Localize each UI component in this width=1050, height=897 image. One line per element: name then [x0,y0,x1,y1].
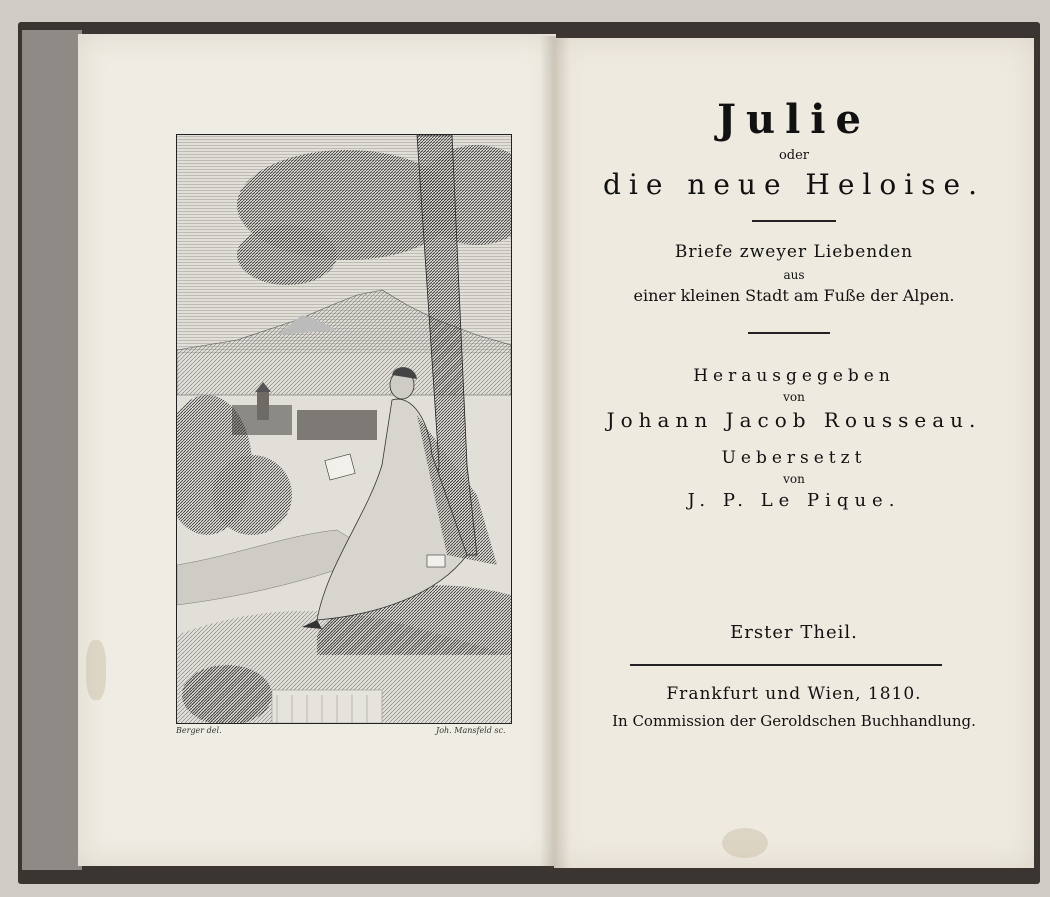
description-line-2: einer kleinen Stadt am Fuße der Alpen. [633,286,955,305]
imprint-rule [630,664,942,666]
paper-stain [722,828,768,858]
translator-von: von [783,472,805,486]
translator-label: Uebersetzt [721,448,867,468]
author-name: Johann Jacob Rousseau. [606,408,982,432]
book-subtitle: die neue Heloise. [602,168,986,201]
book-title: Julie [717,96,871,143]
description-line-1: Briefe zweyer Liebenden [674,242,914,262]
title-rule [752,220,836,222]
imprint-place: Frankfurt und Wien, 1810. [666,684,922,704]
title-connector: oder [778,148,810,163]
marbled-board-edge [22,30,82,870]
frontispiece-engraving [176,134,512,724]
description-aus: aus [783,268,805,282]
engraving-illustration [177,135,511,723]
description-rule [748,332,830,334]
engraving-caption-engraver: Joh. Mansfeld sc. [436,726,506,735]
editor-label: Herausgegeben [693,366,895,386]
engraving-caption-designer: Berger del. [176,726,222,735]
imprint-publisher: In Commission der Geroldschen Buchhandlung. [612,712,976,730]
translator-name: J. P. Le Pique. [687,490,901,511]
paper-stain [86,640,106,700]
editor-von: von [783,390,805,404]
volume-label: Erster Theil. [730,622,858,643]
